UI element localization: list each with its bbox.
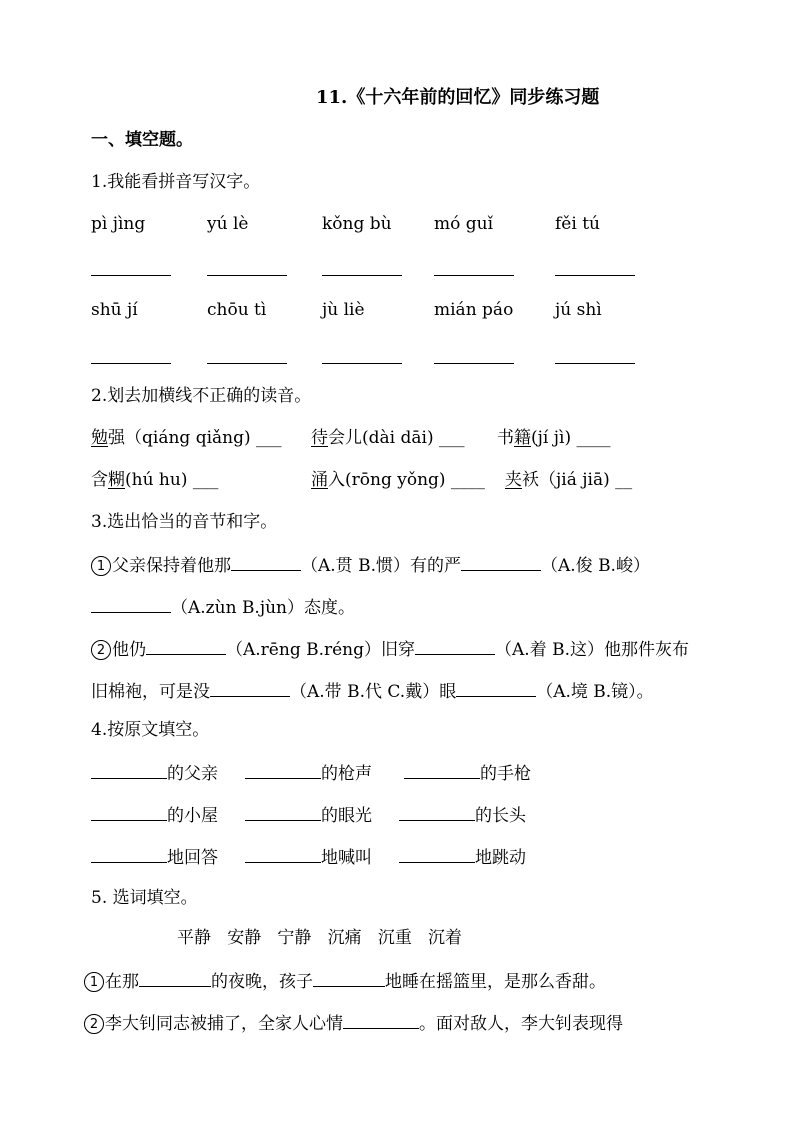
- answer-blank[interactable]: [91, 844, 167, 863]
- answer-blank[interactable]: [91, 594, 171, 613]
- question-5-line-1: 1 在那 的夜晚，孩子 地睡在摇篮里，是那么香甜。: [84, 968, 606, 994]
- answer-blank[interactable]: [139, 968, 211, 987]
- answer-blank[interactable]: [555, 362, 635, 364]
- answer-blank[interactable]: [555, 274, 635, 276]
- circled-number: 1: [84, 972, 104, 992]
- question-1-prompt: 1.我能看拼音写汉字。: [91, 172, 261, 192]
- answer-blank[interactable]: [207, 362, 287, 364]
- answer-blank[interactable]: [456, 678, 536, 697]
- question-3-line-2: （A.zùn B.jùn）态度。: [91, 594, 355, 620]
- section-heading: 一、填空题。: [91, 130, 193, 150]
- pinyin-item: pì jìng: [91, 214, 146, 234]
- answer-blank[interactable]: [399, 802, 475, 821]
- answer-blank[interactable]: [343, 1010, 419, 1029]
- fill-item: 地回答: [91, 844, 218, 870]
- answer-blank[interactable]: [322, 362, 402, 364]
- question-3-prompt: 3.选出恰当的音节和字。: [91, 512, 278, 532]
- page-title: 11.《十六年前的回忆》同步练习题: [316, 87, 600, 108]
- fill-item: 的枪声: [245, 760, 372, 786]
- question-3-line-1: 1 父亲保持着他那 （A.贯 B.惯）有的严 （A.俊 B.峻）: [91, 552, 650, 578]
- fill-item: 地喊叫: [245, 844, 372, 870]
- answer-blank[interactable]: [207, 274, 287, 276]
- reading-item: 涌入(rōng yǒng) ____: [311, 470, 485, 490]
- answer-blank[interactable]: [245, 802, 321, 821]
- pinyin-item: jù liè: [322, 300, 365, 320]
- circled-number: 2: [91, 640, 111, 660]
- reading-item: 待会儿(dài dāi) ___: [311, 428, 465, 448]
- pinyin-item: mó guǐ: [434, 214, 494, 234]
- fill-item: 的父亲: [91, 760, 218, 786]
- circled-number: 2: [84, 1014, 104, 1034]
- pinyin-item: fěi tú: [555, 214, 600, 234]
- answer-blank[interactable]: [245, 760, 321, 779]
- fill-item: 的手枪: [404, 760, 531, 786]
- answer-blank[interactable]: [399, 844, 475, 863]
- question-3-line-4: 旧棉袍，可是没 （A.带 B.代 C.戴）眼 （A.境 B.镜）。: [91, 678, 654, 704]
- pinyin-item: shū jí: [91, 300, 138, 320]
- fill-item: 的小屋: [91, 802, 218, 828]
- question-4-prompt: 4.按原文填空。: [91, 720, 210, 740]
- answer-blank[interactable]: [461, 552, 541, 571]
- pinyin-item: yú lè: [207, 214, 249, 234]
- fill-item: 地跳动: [399, 844, 526, 870]
- answer-blank[interactable]: [91, 802, 167, 821]
- answer-blank[interactable]: [210, 678, 290, 697]
- answer-blank[interactable]: [146, 636, 226, 655]
- answer-blank[interactable]: [415, 636, 495, 655]
- question-3-line-3: 2 他仍 （A.rēng B.réng）旧穿 （A.着 B.这）他那件灰布: [91, 636, 689, 662]
- answer-blank[interactable]: [245, 844, 321, 863]
- question-2-prompt: 2.划去加横线不正确的读音。: [91, 386, 312, 406]
- reading-item: 勉强（qiáng qiǎng) ___: [91, 428, 282, 448]
- word-bank: 平静 安静 宁静 沉痛 沉重 沉着: [177, 928, 463, 948]
- answer-blank[interactable]: [434, 362, 514, 364]
- answer-blank[interactable]: [231, 552, 301, 571]
- answer-blank[interactable]: [91, 274, 171, 276]
- fill-item: 的眼光: [245, 802, 372, 828]
- pinyin-item: mián páo: [434, 300, 514, 320]
- reading-item: 含糊(hú hu) ___: [91, 470, 219, 490]
- pinyin-item: kǒng bù: [322, 214, 392, 234]
- pinyin-item: chōu tì: [207, 300, 267, 320]
- question-5-line-2: 2 李大钊同志被捕了，全家人心情 。面对敌人，李大钊表现得: [84, 1010, 623, 1036]
- reading-item: 书籍(jí jì) ____: [497, 428, 611, 448]
- fill-item: 的长头: [399, 802, 526, 828]
- answer-blank[interactable]: [91, 362, 171, 364]
- circled-number: 1: [91, 556, 111, 576]
- reading-item: 夹袄（jiá jiā) __: [505, 470, 633, 490]
- answer-blank[interactable]: [322, 274, 402, 276]
- question-5-prompt: 5. 选词填空。: [91, 888, 198, 908]
- pinyin-item: jú shì: [555, 300, 602, 320]
- answer-blank[interactable]: [434, 274, 514, 276]
- answer-blank[interactable]: [313, 968, 385, 987]
- answer-blank[interactable]: [404, 760, 480, 779]
- answer-blank[interactable]: [91, 760, 167, 779]
